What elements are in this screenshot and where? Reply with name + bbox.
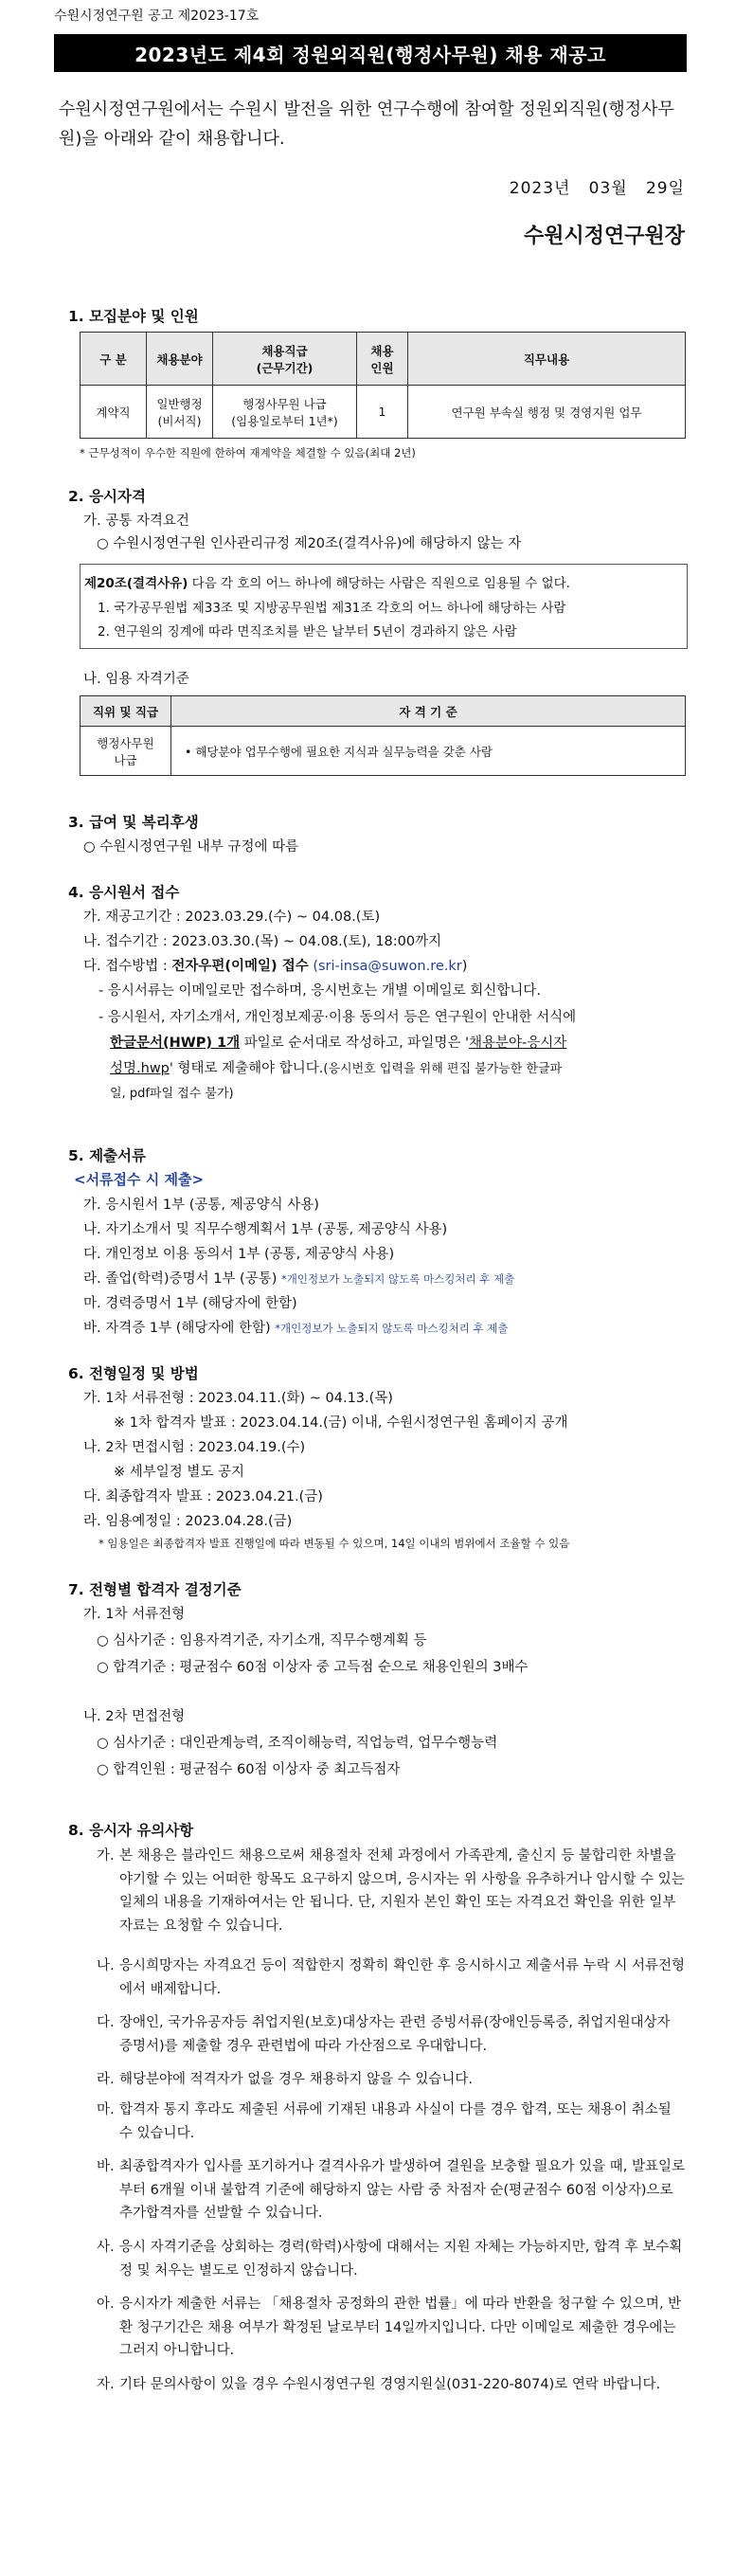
diploma-text: 라. 졸업(학력)증명서 1부 (공통)	[83, 1271, 281, 1287]
caution-text: 장애인, 국가유공자등 취업지원(보호)대상자는 관련 증빙서류(장애인등록증, 취업지원대상자 증명서)를 제출할 경우 관련법에 따라 가산점으로 우대합니다.	[119, 2015, 671, 2054]
caution-text: 응시희망자는 자격요건 등이 적합한지 정확히 확인한 후 응시하시고 제출서류 누락 시 서류전형에서 배제합니다.	[119, 1958, 685, 1997]
caution-label: 가.	[97, 1848, 115, 1864]
caution-label: 다.	[97, 2015, 115, 2030]
pdf-note-2: 일, pdf파일 접수 불가)	[110, 1087, 234, 1101]
doc-item-privacy: 다. 개인정보 이용 동의서 1부 (공통, 제공양식 사용)	[83, 1247, 395, 1262]
caution-item	[97, 1955, 686, 2001]
caution-text: 기타 문의사항이 있을 경우 수원시정연구원 경영지원실(031-220-8074)로 연락 바랍니다.	[119, 2377, 661, 2392]
issuing-organization: 수원시정연구원장	[523, 225, 685, 248]
schedule-interview: 나. 2차 면접시험 : 2023.04.19.(수)	[83, 1440, 306, 1455]
reply-note: - 응시서류는 이메일로만 접수하며, 응시번호는 개별 이메일로 회신합니다.	[99, 983, 541, 999]
schedule-final-result: 다. 최종합격자 발표 : 2023.04.21.(금)	[83, 1489, 323, 1504]
caution-item	[97, 2373, 686, 2397]
filename-text: 파일로 순서대로 작성하고, 파일명은 '	[240, 1036, 469, 1051]
section-3-heading: 3. 급여 및 복리후생	[68, 814, 199, 831]
notice-title: 2023년도 제4회 정원외직원(행정사무원) 채용 재공고	[54, 34, 687, 72]
license-text: 바. 자격증 1부 (해당자에 한함)	[83, 1321, 276, 1336]
intro-paragraph: 수원시정연구원에서는 수원시 발전을 위한 연구수행에 참여할 정원외직원(행정사무원)을 아래와 같이 채용합니다.	[59, 99, 674, 149]
table-header-cell: 자 격 기 준	[171, 696, 686, 727]
caution-label: 라.	[97, 2072, 115, 2087]
second-screening-pass: ○ 합격인원 : 평균점수 60점 이상자 중 최고득점자	[97, 1762, 401, 1777]
method-label: 다. 접수방법 :	[83, 959, 172, 974]
doc-item-career: 마. 경력증명서 1부 (해당자에 한함)	[83, 1296, 297, 1311]
re-announcement-period: 가. 재공고기간 : 2023.03.29.(수) ~ 04.08.(토)	[83, 910, 381, 925]
schedule-interview-note: ※ 세부일정 별도 공지	[114, 1465, 245, 1480]
recruitment-table	[80, 332, 686, 439]
caution-item	[97, 2293, 686, 2363]
common-requirement-label: 가. 공통 자격요건	[83, 513, 189, 529]
start-date-note: * 임용일은 최종합격자 발표 진행일에 따라 변동될 수 있으며, 14일 이내의 범위에서 조율할 수 있음	[99, 1537, 570, 1550]
table-cell: 연구원 부속실 행정 및 경영지원 업무	[408, 386, 686, 439]
qualification-table	[80, 695, 686, 776]
table-header-cell: 채용 인원	[357, 333, 408, 386]
pdf-note-1: (응시번호 입력을 위해 편집 불가능한 한글파	[323, 1062, 563, 1076]
caution-label: 자.	[97, 2377, 115, 2392]
table-header-cell: 직무내용	[408, 333, 686, 386]
hwp-format: 한글문서(HWP) 1개	[110, 1036, 241, 1051]
doc-item-diploma	[83, 1268, 514, 1288]
masking-note: *개인정보가 노출되지 않도록 마스킹처리 후 제출	[280, 1272, 515, 1286]
caution-label: 바.	[97, 2159, 115, 2174]
caution-item	[97, 2099, 686, 2145]
recruitment-table-header	[81, 333, 686, 386]
notice-number: 수원시정연구원 공고 제2023-17호	[54, 9, 260, 24]
common-requirement-item: ○ 수원시정연구원 인사관리규정 제20조(결격사유)에 해당하지 않는 자	[97, 536, 522, 551]
table-cell: 일반행정 (비서직)	[147, 386, 213, 439]
section-1-heading: 1. 모집분야 및 인원	[68, 308, 199, 325]
second-screening-criteria: ○ 심사기준 : 대인관계능력, 조직이해능력, 직업능력, 업무수행능력	[97, 1736, 498, 1751]
submit-text: ' 형태로 제출해야 합니다.	[169, 1061, 324, 1076]
article-20-item-2: 2. 연구원의 징계에 따라 면직조치를 받은 날부터 5년이 경과하지 않은 사람	[98, 624, 517, 639]
application-period: 나. 접수기간 : 2023.03.30.(목) ~ 04.08.(토), 18:00까지	[83, 934, 442, 949]
caution-item	[97, 2236, 686, 2282]
table-row	[81, 727, 686, 776]
doc-item-self-intro: 나. 자기소개서 및 직무수행계획서 1부 (공통, 제공양식 사용)	[83, 1222, 448, 1237]
notice-date: 2023년 03월 29일	[509, 179, 685, 198]
table-header-cell: 구 분	[81, 333, 147, 386]
table-row	[81, 386, 686, 439]
form-note-line-3	[110, 1057, 562, 1077]
qualification-standard-label: 나. 임용 자격기준	[83, 672, 189, 687]
schedule-document-screening: 가. 1차 서류전형 : 2023.04.11.(화) ~ 04.13.(목)	[83, 1391, 393, 1406]
section-8-heading: 8. 응시자 유의사항	[68, 1822, 194, 1839]
second-screening-label: 나. 2차 면접전형	[83, 1709, 186, 1724]
salary-item: ○ 수원시정연구원 내부 규정에 따름	[83, 839, 299, 855]
article-20-item-1: 1. 국가공무원법 제33조 및 지방공무원법 제31조 각호의 어느 하나에 해당하는 사람	[98, 601, 566, 616]
method-close: )	[461, 959, 468, 974]
table-cell: 1	[357, 386, 408, 439]
contract-note: * 근무성적이 우수한 직원에 한하여 재계약을 체결할 수 있음(최대 2년)	[80, 446, 416, 459]
caution-text: 본 채용은 블라인드 채용으로써 채용절차 전체 과정에서 가족관계, 출신지 등 불합리한 차별을 야기할 수 있는 어떠한 항목도 요구하지 않으며, 응시자는 위 사항을 유추하거나 암시할 수 있는 일체의 내용을 기재하여서는 안 됩니다. 단, 지원자 본인 확인 또는 자격요건 확인을 위한 일부 자료는 요청할 수 있습니다.	[119, 1848, 685, 1934]
caution-item	[97, 2011, 686, 2058]
form-note-line-1: - 응시원서, 자기소개서, 개인정보제공·이용 동의서 등은 연구원이 안내한 서식에	[99, 1010, 577, 1025]
caution-label: 아.	[97, 2297, 115, 2312]
table-header-cell: 채용직급 (근무기간)	[213, 333, 357, 386]
first-screening-pass: ○ 합격기준 : 평균점수 60점 이상자 중 고득점 순으로 채용인원의 3배수	[97, 1660, 529, 1675]
article-20-body: 다음 각 호의 어느 하나에 해당하는 사람은 직원으로 임용될 수 없다.	[188, 576, 570, 591]
method-email: 전자우편(이메일) 접수	[171, 959, 309, 974]
caution-label: 나.	[97, 1958, 115, 1973]
contact-email[interactable]: (sri-insa@suwon.re.kr	[308, 959, 462, 974]
form-note-line-2	[110, 1032, 566, 1052]
doc-item-application: 가. 응시원서 1부 (공통, 제공양식 사용)	[83, 1198, 319, 1213]
caution-label: 사.	[97, 2240, 115, 2255]
filename-pattern-1: 채용분야-응시자	[468, 1036, 567, 1051]
schedule-first-result: ※ 1차 합격자 발표 : 2023.04.14.(금) 이내, 수원시정연구원 홈페이지 공개	[114, 1415, 568, 1431]
article-20-text	[84, 572, 570, 591]
qualification-table-header	[81, 696, 686, 727]
section-7-heading: 7. 전형별 합격자 결정기준	[68, 1581, 242, 1598]
caution-item	[97, 2068, 686, 2092]
submission-subheading: <서류접수 시 제출>	[74, 1171, 205, 1188]
caution-label: 마.	[97, 2102, 115, 2117]
caution-text: 최종합격자가 입사를 포기하거나 결격사유가 발생하여 결원을 보충할 필요가 있을 때, 발표일로부터 6개월 이내 불합격 기준에 해당하지 않는 사람 중 차점자 순(평균점수 60점 이상자)으로 추가합격자를 선발할 수 있습니다.	[119, 2159, 685, 2221]
section-5-heading: 5. 제출서류	[68, 1147, 146, 1164]
filename-pattern-2: 성명.hwp	[110, 1061, 170, 1076]
first-screening-label: 가. 1차 서류전형	[83, 1607, 186, 1622]
section-6-heading: 6. 전형일정 및 방법	[68, 1365, 199, 1382]
table-header-cell: 채용분야	[147, 333, 213, 386]
doc-item-license	[83, 1317, 509, 1337]
caution-item	[97, 2155, 686, 2225]
section-4-heading: 4. 응시원서 접수	[68, 884, 180, 901]
application-method	[83, 955, 467, 975]
caution-text: 응시자가 제출한 서류는 「채용절차 공정화의 관한 법률」에 따라 반환을 청구할 수 있으며, 반환 청구기간은 채용 여부가 확정된 날로부터 14일까지입니다. 다만 이메일로 제출한 경우에는 그러지 아니합니다.	[119, 2297, 682, 2358]
table-header-cell: 직위 및 직급	[81, 696, 171, 727]
table-cell: • 해당분야 업무수행에 필요한 지식과 실무능력을 갖춘 사람	[171, 727, 686, 776]
article-20-title: 제20조(결격사유)	[84, 576, 188, 591]
section-2-heading: 2. 응시자격	[68, 488, 146, 505]
table-cell: 계약직	[81, 386, 147, 439]
caution-text: 응시 자격기준을 상회하는 경력(학력)사항에 대해서는 지원 자체는 가능하지만, 합격 후 보수획정 및 처우는 별도로 인정하지 않습니다.	[119, 2240, 683, 2279]
caution-text: 합격자 통지 후라도 제출된 서류에 기재된 내용과 사실이 다를 경우 합격, 또는 채용이 취소될 수 있습니다.	[119, 2102, 672, 2141]
caution-item	[97, 1845, 686, 1937]
table-cell: 행정사무원 나급 (임용일로부터 1년*)	[213, 386, 357, 439]
masking-note: *개인정보가 노출되지 않도록 마스킹처리 후 제출	[275, 1322, 509, 1335]
schedule-start-date: 라. 임용예정일 : 2023.04.28.(금)	[83, 1514, 293, 1529]
first-screening-criteria: ○ 심사기준 : 임용자격기준, 자기소개, 직무수행계획 등	[97, 1633, 427, 1648]
caution-text: 해당분야에 적격자가 없을 경우 채용하지 않을 수 있습니다.	[119, 2072, 474, 2087]
table-cell: 행정사무원 나급	[81, 727, 171, 776]
disqualification-box	[80, 564, 688, 649]
